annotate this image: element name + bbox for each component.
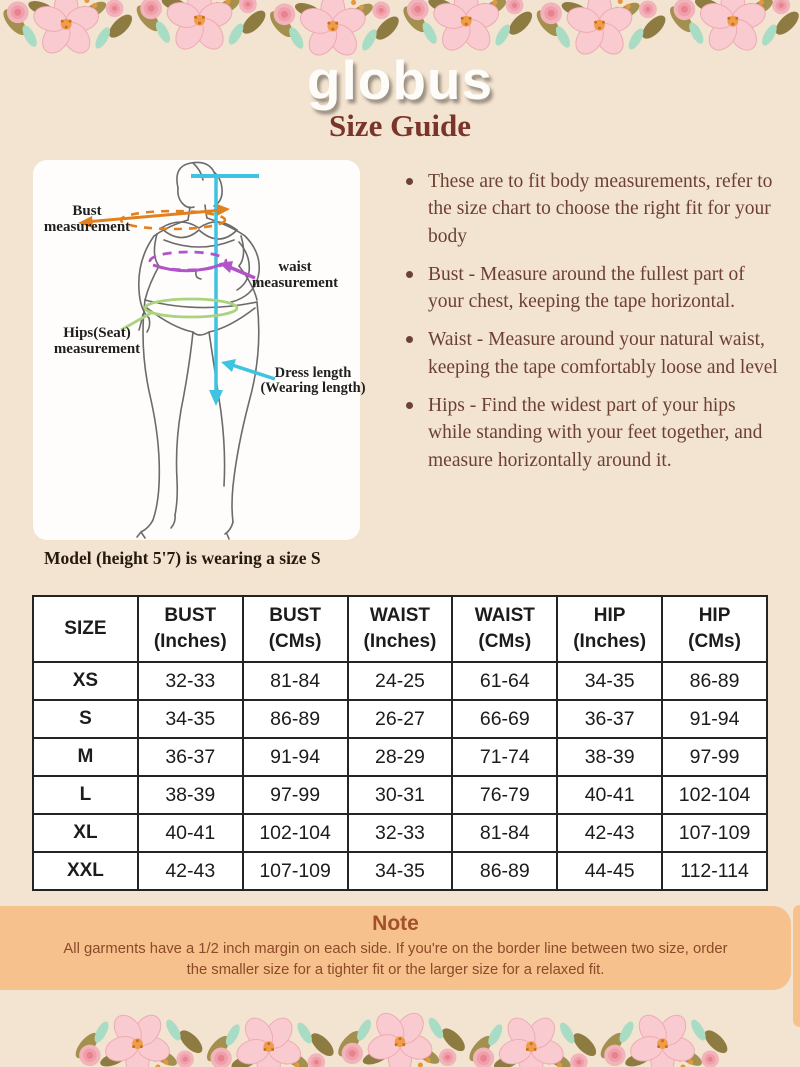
size-cell: XL [33, 814, 138, 852]
value-cell: 42-43 [138, 852, 243, 890]
value-cell: 86-89 [243, 700, 348, 738]
size-cell: XXL [33, 852, 138, 890]
value-cell: 40-41 [138, 814, 243, 852]
value-cell: 34-35 [557, 662, 662, 700]
waist-label: waist measurement [251, 259, 339, 291]
value-cell: 81-84 [243, 662, 348, 700]
value-cell: 97-99 [243, 776, 348, 814]
value-cell: 24-25 [348, 662, 453, 700]
table-row-s [33, 700, 767, 738]
dress-length-label: Dress length (Wearing length) [260, 365, 366, 397]
size-cell: L [33, 776, 138, 814]
page-title: Size Guide [328, 108, 472, 143]
value-cell: 86-89 [452, 852, 557, 890]
note-panel [0, 906, 791, 990]
header-row [33, 596, 767, 662]
value-cell: 38-39 [557, 738, 662, 776]
hips-label: Hips(Seat) measurement [53, 325, 141, 357]
value-cell: 36-37 [138, 738, 243, 776]
size-cell: M [33, 738, 138, 776]
figure-outline [137, 162, 259, 539]
value-cell: 97-99 [662, 738, 767, 776]
value-cell: 66-69 [452, 700, 557, 738]
value-cell: 102-104 [662, 776, 767, 814]
table-row-xs [33, 662, 767, 700]
brand-logo: globus [306, 49, 494, 111]
value-cell: 36-37 [557, 700, 662, 738]
value-cell: 44-45 [557, 852, 662, 890]
table-row-xl [33, 814, 767, 852]
size-cell: XS [33, 662, 138, 700]
value-cell: 71-74 [452, 738, 557, 776]
table-row-l [33, 776, 767, 814]
value-cell: 32-33 [348, 814, 453, 852]
value-cell: 112-114 [662, 852, 767, 890]
value-cell: 40-41 [557, 776, 662, 814]
bullet-fit-body: These are to fit body measurements, refer to the size chart to choose the right fit for your body [402, 168, 782, 250]
value-cell: 76-79 [452, 776, 557, 814]
model-caption: Model (height 5'7) is wearing a size S [44, 548, 321, 568]
value-cell: 91-94 [243, 738, 348, 776]
table-row-m [33, 738, 767, 776]
note-title: Note [372, 912, 419, 935]
measurement-diagram [33, 160, 366, 540]
header-cell-waist-inches: WAIST (Inches) [348, 596, 453, 662]
value-cell: 107-109 [243, 852, 348, 890]
value-cell: 28-29 [348, 738, 453, 776]
header-cell-bust-inches: BUST (Inches) [138, 596, 243, 662]
value-cell: 30-31 [348, 776, 453, 814]
bullet-bust: Bust - Measure around the fullest part of your chest, keeping the tape horizontal. [402, 261, 782, 316]
header-cell-hip-inches: HIP (Inches) [557, 596, 662, 662]
value-cell: 42-43 [557, 814, 662, 852]
value-cell: 38-39 [138, 776, 243, 814]
measurement-instructions [402, 168, 782, 485]
table-row-xxl [33, 852, 767, 890]
size-chart-table [32, 595, 768, 891]
value-cell: 107-109 [662, 814, 767, 852]
value-cell: 102-104 [243, 814, 348, 852]
value-cell: 34-35 [138, 700, 243, 738]
value-cell: 32-33 [138, 662, 243, 700]
note-body: All garments have a 1/2 inch margin on each side. If you're on the border line between two size, order the smaller size for a tighter fit or the larger size for a relaxed fit. [63, 941, 728, 979]
header-cell-bust-cms: BUST (CMs) [243, 596, 348, 662]
header-cell-hip-cms: HIP (CMs) [662, 596, 767, 662]
value-cell: 26-27 [348, 700, 453, 738]
floral-border-bottom-icon [0, 997, 800, 1067]
value-cell: 34-35 [348, 852, 453, 890]
value-cell: 81-84 [452, 814, 557, 852]
bullet-hips: Hips - Find the widest part of your hips while standing with your feet together, and measure horizontally around it. [402, 392, 782, 474]
header-cell-waist-cms: WAIST (CMs) [452, 596, 557, 662]
size-cell: S [33, 700, 138, 738]
bust-label: Bust measurement [43, 203, 131, 235]
value-cell: 91-94 [662, 700, 767, 738]
header-cell-size: SIZE [33, 596, 138, 662]
value-cell: 86-89 [662, 662, 767, 700]
value-cell: 61-64 [452, 662, 557, 700]
bullet-waist: Waist - Measure around your natural waist, keeping the tape comfortably loose and level [402, 326, 782, 381]
